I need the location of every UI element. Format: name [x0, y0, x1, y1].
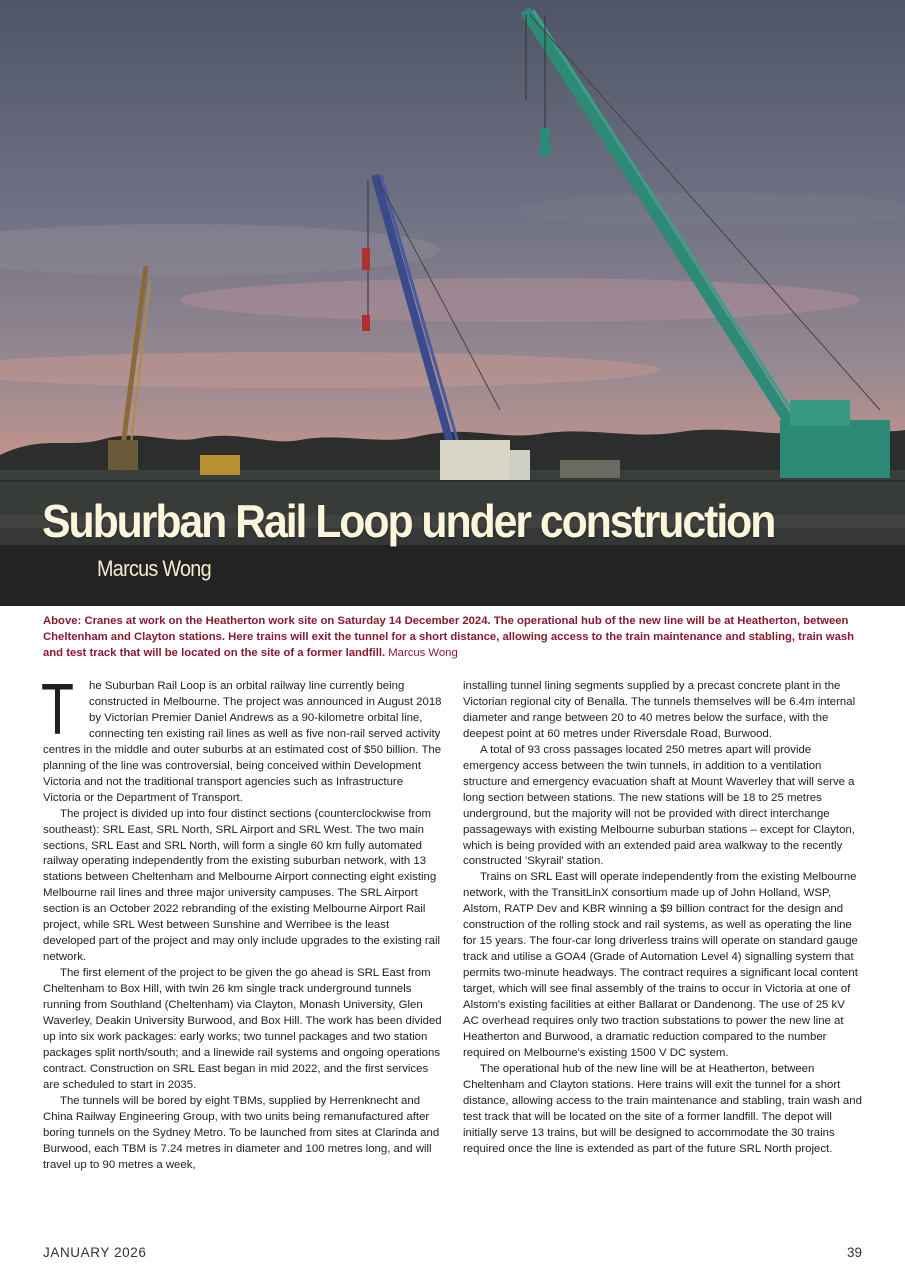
paragraph-1-text: he Suburban Rail Loop is an orbital railway line currently being constructed in Melbourne. The project was announced in August 2018 by Victorian Premier Daniel Andrews as a 90-kilometre orbital line, connecting ten existing rail lines as well as five non-rail served activity centres in the middle and outer suburbs at an estimated cost of $50 billion. The planning of the line was controversial, being conceived within Development Victoria and not the traditional transport agencies such as Infrastructure Victoria or the Department of Transport. — [43, 680, 442, 804]
article-author: Marcus Wong — [97, 556, 211, 581]
hero-photo — [0, 0, 905, 606]
paragraph-5: A total of 93 cross passages located 250 metres apart will provide emergency access between the twin tunnels, in addition to a ventilation structure and emergency evacuation shaft at Mount Waverley that will serve a long section between stations. The new stations will be 18 to 25 metres underground, but the majority will not be provided with direct interchange passageways with existing Melbourne suburban stations – except for Clayton, which is being provided with an extended paid area walkway to the recently constructed 'Skyrail' station. — [463, 743, 855, 868]
drop-cap: T — [41, 670, 74, 750]
paragraph-1 — [41, 670, 442, 807]
paragraph-7: The operational hub of the new line will be at Heatherton, between Cheltenham and Clayton stations. Here trains will exit the tunnel for a short distance, allowing access to the train maintenance and stabling, train wash and test track that will be located on the site of a former landfill. The depot will initially serve 13 trains, but will be designed to accommodate the 30 trains required once the line is extended as part of the future SRL North project. — [463, 1062, 862, 1155]
paragraph-3: The first element of the project to be given the go ahead is SRL East from Cheltenham to Box Hill, with twin 26 km single track underground tunnels running from Southland (Cheltenham) via Clayton, Monash University, Glen Waverley, Deakin University Burwood, and Box Hill. The work has been divided up into six work packages: early works; two tunnel packages and two station packages split north/south; and a linewide rail systems and ongoing operations contract. Construction on SRL East began in mid 2022, and the first services are scheduled to start in 2035. — [43, 967, 442, 1091]
article-column-left — [41, 670, 442, 1174]
caption-credit: Marcus Wong — [388, 647, 458, 659]
article-title: Suburban Rail Loop under construction — [42, 495, 775, 547]
page-number: 39 — [846, 1245, 862, 1260]
photo-caption — [43, 613, 873, 661]
footer-issue: JANUARY 2026 — [43, 1245, 147, 1260]
paragraph-6: Trains on SRL East will operate independently from the existing Melbourne network, with the TransitLinX consortium made up of John Holland, WSP, Alstom, RATP Dev and KBR winning a $9 billion contract for the design and construction of the rolling stock and rail systems, as well as operating the line for 15 years. The four-car long driverless trains will operate on standard gauge track and utilise a GOA4 (Grade of Automation Level 4) signalling system that permits two-minute headways. The contract requires a significant local content target, which will see final assembly of the trains to occur in Victoria at one of Alstom's existing facilities at either Ballarat or Dandenong. The use of 25 kV AC overhead requires only two traction substations to power the new line at Heatherton and Burwood, a dramatic reduction compared to the number required on Melbourne's existing 1500 V DC system. — [463, 871, 858, 1059]
caption-label: Above: — [43, 615, 82, 627]
paragraph-2: The project is divided up into four distinct sections (counterclockwise from southeast): SRL East, SRL North, SRL Airport and SRL West. The two main sections, SRL East and SRL North, will form a single 60 km fully automated railway operating independently from the existing suburban network, with 13 stations between Cheltenham and Melbourne Airport connecting eight existing Melbourne rail lines and three major university campuses. The SRL Airport section is an October 2022 rebranding of the existing Melbourne Airport Rail project, while SRL West between Sunshine and Werribee is the least developed part of the project and may only include upgrades to the existing rail network. — [43, 807, 441, 964]
paragraph-4-continued: installing tunnel lining segments supplied by a precast concrete plant in the Victorian regional city of Benalla. The tunnels themselves will be 6.4m internal diameter and range between 20 to 40 metres below the surface, with the deepest point at 60 metres under Riversdale Road, Burwood. — [463, 680, 856, 740]
caption-text: Cranes at work on the Heatherton work site on Saturday 14 December 2024. The operational hub of the new line will be at Heatherton, between Cheltenham and Clayton stations. Here trains will exit the tunnel for a short distance, allowing access to the train maintenance and stabling, train wash and test track that will be located on the site of a former landfill. — [43, 615, 855, 659]
paragraph-4: The tunnels will be bored by eight TBMs, supplied by Herrenknecht and China Railway Engineering Group, with two units being remanufactured after boring tunnels on the Sydney Metro. To be launched from sites at Clarinda and Burwood, each TBM is 7.24 metres in diameter and 100 metres long, and will travel up to 90 metres a week, — [43, 1094, 440, 1171]
article-column-right — [463, 679, 863, 1158]
